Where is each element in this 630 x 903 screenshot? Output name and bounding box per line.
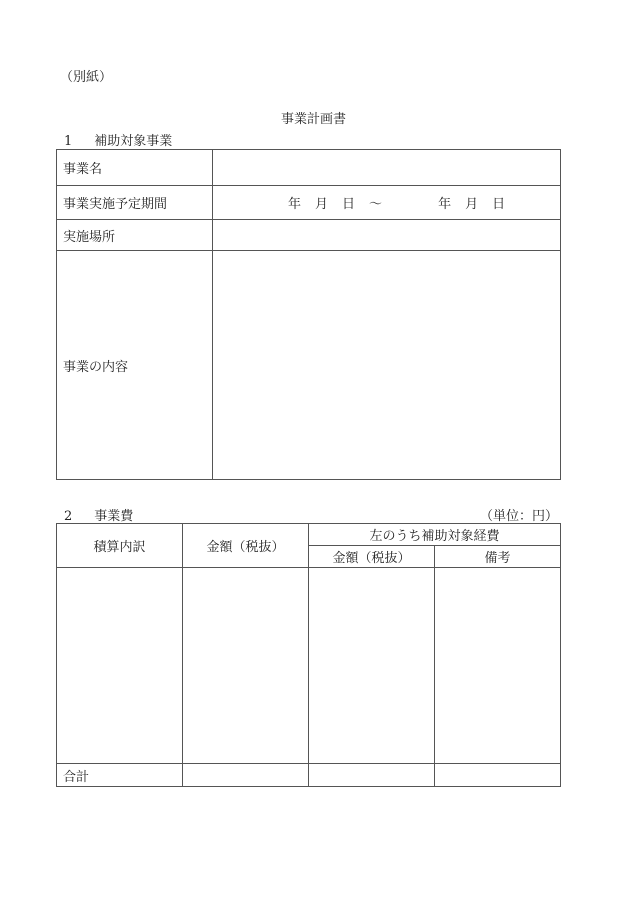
unit-label: （単位：円） [479,509,558,524]
subsidy-amount-cell[interactable] [309,568,435,764]
header-subsidy-amount: 金額（税抜） [309,546,435,568]
header-amount: 金額（税抜） [183,524,309,568]
project-name-label: 事業名 [57,150,213,186]
location-field[interactable] [213,220,561,251]
cost-table [56,523,561,787]
period-label: 事業実施予定期間 [57,186,213,220]
section2-number: 2 [64,509,73,524]
year-1: 年 [288,197,302,212]
location-label: 実施場所 [57,220,213,251]
period-field[interactable] [213,186,561,220]
table-row [57,186,561,220]
content-label: 事業の内容 [57,251,213,480]
breakdown-cell[interactable] [57,568,183,764]
project-name-field[interactable] [213,150,561,186]
table-row [57,220,561,251]
attachment-label: （別紙） [60,70,113,85]
table-row [57,150,561,186]
year-2: 年 [438,197,452,212]
table-row [57,568,561,764]
total-subsidy-amount-cell[interactable] [309,764,435,787]
header-remarks: 備考 [435,546,561,568]
day-2: 日 [492,197,506,212]
page-title: 事業計画書 [281,112,347,127]
header-subsidy-group: 左のうち補助対象経費 [309,524,561,546]
total-amount-cell[interactable] [183,764,309,787]
amount-cell[interactable] [183,568,309,764]
total-label: 合計 [57,764,183,787]
remarks-cell[interactable] [435,568,561,764]
total-row [57,764,561,787]
month-1: 月 [315,197,329,212]
section1-number: 1 [64,134,73,149]
total-remarks-cell[interactable] [435,764,561,787]
tilde: ～ [369,197,383,212]
table-row [57,251,561,480]
section1-title: 補助対象事業 [94,134,173,149]
project-table [56,149,561,480]
day-1: 日 [342,197,356,212]
month-2: 月 [465,197,479,212]
section1-heading [64,130,172,149]
table-header-row [57,524,561,546]
header-breakdown: 積算内訳 [57,524,183,568]
section2-title: 事業費 [94,509,134,524]
section2-heading [64,505,133,524]
content-field[interactable] [213,251,561,480]
